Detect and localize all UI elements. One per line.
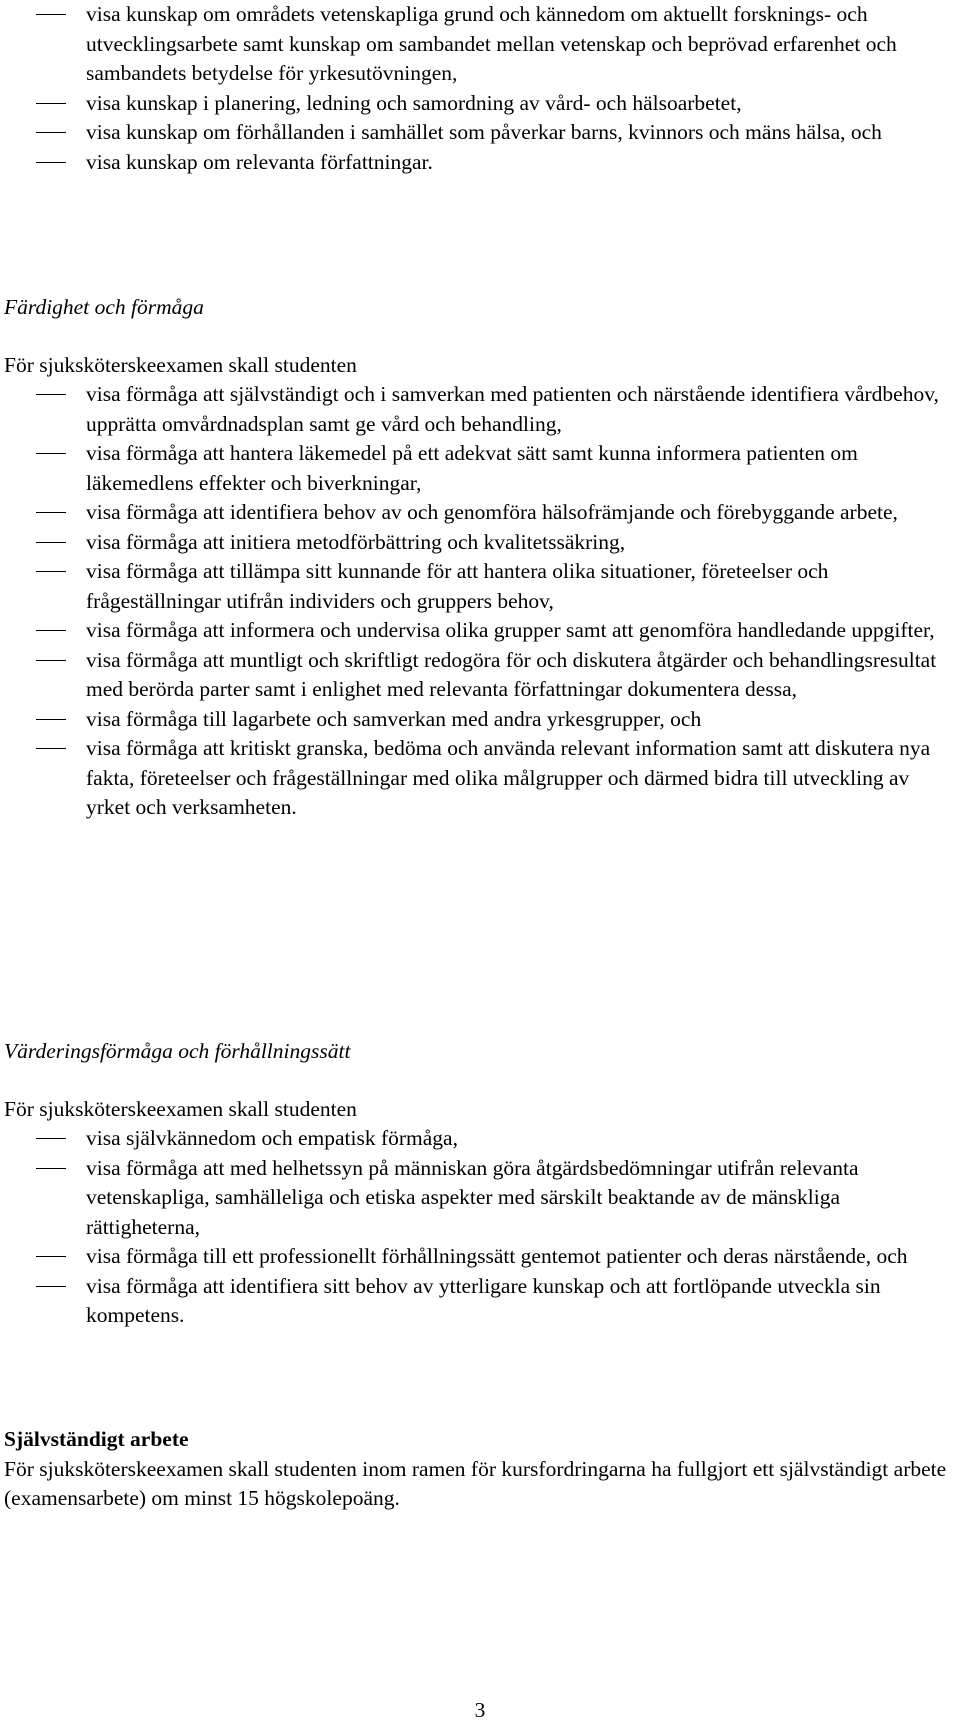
skills-heading: Färdighet och förmåga [4, 295, 204, 319]
list-item-text: visa självkännedom och empatisk förmåga, [86, 1126, 458, 1150]
list-item-text: visa förmåga till lagarbete och samverkan med andra yrkesgrupper, och [86, 706, 702, 731]
list-item-text: visa förmåga att informera och undervisa olika grupper samt att genomföra handledande uppgifter, [86, 618, 935, 642]
knowledge-list [0, 0, 960, 177]
dash-bullet [36, 1286, 66, 1287]
skills-section [0, 293, 960, 823]
skills-list [0, 380, 960, 823]
values-list [0, 1124, 960, 1331]
list-item-text: visa förmåga att hantera läkemedel på ett adekvat sätt samt kunna informera patienten om läkemedlens effekter och biverkningar, [86, 441, 858, 495]
list-item-text: visa kunskap i planering, ledning och samordning av vård- och hälsoarbetet, [86, 90, 742, 115]
list-item-text: visa kunskap om områdets vetenskapliga grund och kännedom om aktuellt forsknings- och utvecklingsarbete samt kunskap om sambandet mellan vetenskap och beprövad erfarenhet och sambandets betydelse för yrkesutövningen, [86, 2, 897, 85]
list-item-text: visa förmåga att med helhetssyn på människan göra åtgärdsbedömningar utifrån relevanta vetenskapliga, samhälleliga och etiska aspekter med särskilt beaktande av de mänskliga rättigheterna, [86, 1155, 859, 1239]
page-number: 3 [474, 1698, 486, 1722]
list-item [0, 528, 960, 558]
dash-bullet [36, 542, 66, 543]
list-item-text: visa förmåga att initiera metodförbättring och kvalitetssäkring, [86, 529, 626, 554]
dash-bullet [36, 748, 66, 749]
dash-bullet [36, 132, 66, 133]
list-item [0, 1242, 960, 1272]
dash-bullet [36, 1256, 66, 1257]
dash-bullet [36, 571, 66, 572]
list-item-text: visa förmåga att identifiera sitt behov av ytterligare kunskap och att fortlöpande utveckla sin kompetens. [86, 1273, 881, 1327]
values-section [0, 1037, 960, 1331]
dash-bullet [36, 394, 66, 395]
list-item-text: visa kunskap om förhållanden i samhället som påverkar barns, kvinnors och mäns hälsa, och [86, 120, 882, 144]
list-item-text: visa förmåga att självständigt och i samverkan med patienten och närstående identifiera vårdbehov, upprätta omvårdnadsplan samt ge vård och behandling, [86, 382, 939, 436]
list-item [0, 0, 960, 89]
independent-work-text: För sjuksköterskeexamen skall studenten inom ramen för kursfordringarna ha fullgjort ett självständigt arbete (examensarbete) om minst 15 högskolepoäng. [4, 1456, 947, 1510]
list-item [0, 1124, 960, 1154]
list-item-text: visa förmåga att identifiera behov av och genomföra hälsofrämjande och förebyggande arbete, [86, 500, 898, 524]
list-item [0, 646, 960, 705]
dash-bullet [36, 1168, 66, 1169]
list-item [0, 734, 960, 823]
list-item-text: visa förmåga att muntligt och skriftligt redogöra för och diskutera åtgärder och behandlingsresultat med berörda parter samt i enlighet med relevanta författningar dokumentera dessa, [86, 647, 937, 701]
dash-bullet [36, 630, 66, 631]
list-item [0, 439, 960, 498]
list-item [0, 148, 960, 178]
list-item [0, 1154, 960, 1243]
dash-bullet [36, 719, 66, 720]
independent-work-section [0, 1425, 960, 1514]
list-item [0, 1272, 960, 1331]
dash-bullet [36, 103, 66, 104]
dash-bullet [36, 162, 66, 163]
list-item [0, 616, 960, 646]
list-item [0, 118, 960, 148]
independent-work-heading: Självständigt arbete [4, 1427, 189, 1451]
skills-intro: För sjuksköterskeexamen skall studenten [4, 352, 357, 377]
list-item [0, 557, 960, 616]
list-item-text: visa förmåga att kritiskt granska, bedöma och använda relevant information samt att diskutera nya fakta, företeelser och frågeställningar med olika målgrupper och därmed bidra till utveckling av yrket och verksamheten. [86, 736, 931, 819]
list-item [0, 380, 960, 439]
dash-bullet [36, 512, 66, 513]
list-item-text: visa förmåga att tillämpa sitt kunnande för att hantera olika situationer, företeelser och frågeställningar utifrån individers och gruppers behov, [86, 559, 829, 613]
dash-bullet [36, 14, 66, 15]
list-item-text: visa förmåga till ett professionellt förhållningssätt gentemot patienter och deras närstående, och [86, 1244, 908, 1268]
dash-bullet [36, 660, 66, 661]
dash-bullet [36, 1138, 66, 1139]
values-intro: För sjuksköterskeexamen skall studenten [4, 1096, 357, 1121]
list-item [0, 705, 960, 735]
list-item-text: visa kunskap om relevanta författningar. [86, 149, 433, 174]
dash-bullet [36, 453, 66, 454]
list-item [0, 498, 960, 528]
values-heading: Värderingsförmåga och förhållningssätt [4, 1039, 351, 1063]
list-item [0, 89, 960, 119]
